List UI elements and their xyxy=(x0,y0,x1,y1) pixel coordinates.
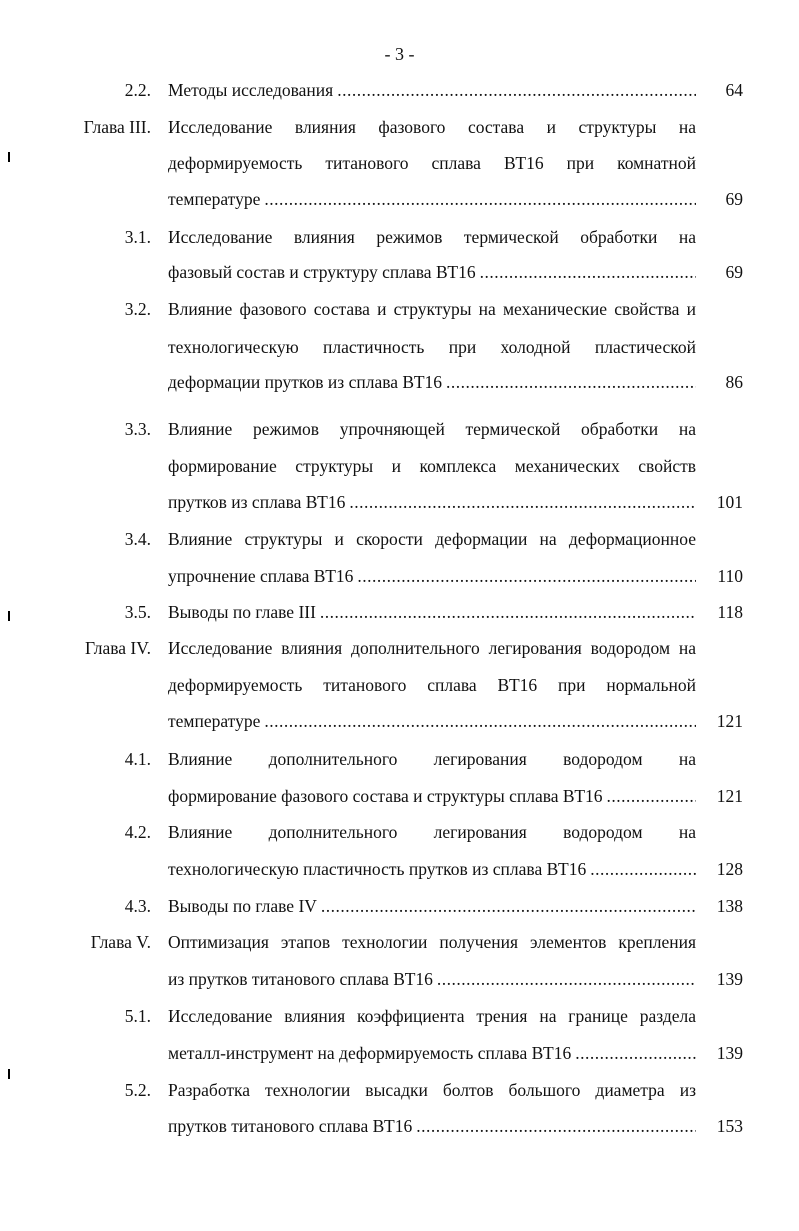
toc-entry-line xyxy=(168,566,696,586)
toc-entry-text: упрочнение сплава ВТ16 xyxy=(168,566,354,586)
toc-entry-label: 2.2. xyxy=(124,80,151,100)
toc-entry-label: 4.2. xyxy=(124,822,151,842)
toc-entry-text: прутков из сплава ВТ16 xyxy=(168,492,346,512)
toc-entry-line xyxy=(168,602,696,622)
toc-entry-text: Исследование влияния фазового состава и структуры на xyxy=(168,117,696,137)
dot-leader xyxy=(321,896,696,916)
dot-leader xyxy=(446,372,696,392)
toc-entry-line xyxy=(168,189,696,209)
dot-leader xyxy=(349,492,696,512)
toc-entry-line xyxy=(168,711,696,731)
scan-margin-mark xyxy=(8,611,10,621)
toc-entry-label: 3.4. xyxy=(124,529,151,549)
toc-entry-text: технологическую пластичность прутков из сплава ВТ16 xyxy=(168,859,587,879)
page-number: - 3 - xyxy=(384,44,415,64)
toc-entry-text: Исследование влияния дополнительного легирования водородом на xyxy=(168,638,696,658)
dot-leader xyxy=(416,1116,696,1136)
toc-entry-page: 128 xyxy=(716,859,743,879)
dot-leader xyxy=(320,602,696,622)
toc-entry-label: 5.1. xyxy=(124,1006,151,1026)
toc-entry-page: 153 xyxy=(716,1116,743,1136)
dot-leader xyxy=(575,1043,696,1063)
toc-entry-page: 69 xyxy=(725,189,743,209)
scan-margin-mark xyxy=(8,152,10,162)
toc-entry-label: Глава III. xyxy=(83,117,151,137)
toc-entry-page: 69 xyxy=(725,262,743,282)
toc-entry-page: 121 xyxy=(716,711,743,731)
toc-entry-label: 3.1. xyxy=(124,227,151,247)
toc-entry-text: Исследование влияния коэффициента трения на границе раздела xyxy=(168,1006,696,1026)
toc-entry-line xyxy=(168,969,696,989)
toc-entry-line xyxy=(168,492,696,512)
toc-entry-line xyxy=(168,786,696,806)
toc-entry-page: 139 xyxy=(716,969,743,989)
toc-entry-text: формирование структуры и комплекса механических свойств xyxy=(168,456,696,476)
toc-entry-line xyxy=(168,1043,696,1063)
toc-entry-page: 138 xyxy=(716,896,743,916)
dot-leader xyxy=(607,786,696,806)
toc-entry-text: Оптимизация этапов технологии получения элементов крепления xyxy=(168,932,696,952)
toc-entry-page: 121 xyxy=(716,786,743,806)
toc-entry-text: Разработка технологии высадки болтов большого диаметра из xyxy=(168,1080,696,1100)
toc-entry-line xyxy=(168,1116,696,1136)
toc-entry-text: Методы исследования xyxy=(168,80,334,100)
toc-entry-label: 3.3. xyxy=(124,419,151,439)
toc-entry-page: 101 xyxy=(716,492,743,512)
scan-margin-mark xyxy=(8,1069,10,1079)
toc-entry-page: 139 xyxy=(716,1043,743,1063)
dot-leader xyxy=(590,859,696,879)
toc-entry-text: технологическую пластичность при холодной пластической xyxy=(168,337,696,357)
toc-entry-label: 3.2. xyxy=(124,299,151,319)
toc-entry-text: температуре xyxy=(168,189,261,209)
dot-leader xyxy=(480,262,696,282)
toc-entry-page: 118 xyxy=(717,602,743,622)
dot-leader xyxy=(337,80,696,100)
toc-entry-text: Влияние дополнительного легирования водородом на xyxy=(168,749,696,769)
toc-entry-text: Влияние дополнительного легирования водородом на xyxy=(168,822,696,842)
toc-entry-text: металл-инструмент на деформируемость сплава ВТ16 xyxy=(168,1043,572,1063)
toc-entry-line xyxy=(168,372,696,392)
toc-entry-text: деформируемость титанового сплава ВТ16 при комнатной xyxy=(168,153,696,173)
toc-entry-text: деформации прутков из сплава ВТ16 xyxy=(168,372,443,392)
dot-leader xyxy=(264,711,696,731)
toc-entry-text: температуре xyxy=(168,711,261,731)
toc-entry-text: прутков титанового сплава ВТ16 xyxy=(168,1116,413,1136)
toc-entry-label: Глава IV. xyxy=(84,638,151,658)
dot-leader xyxy=(264,189,696,209)
toc-entry-line xyxy=(168,80,696,100)
toc-entry-text: Влияние режимов упрочняющей термической обработки на xyxy=(168,419,696,439)
toc-entry-label: 5.2. xyxy=(124,1080,151,1100)
toc-entry-text: Исследование влияния режимов термической обработки на xyxy=(168,227,696,247)
toc-entry-label: 3.5. xyxy=(124,602,151,622)
toc-entry-label: Глава V. xyxy=(90,932,151,952)
toc-entry-line xyxy=(168,896,696,916)
toc-entry-label: 4.1. xyxy=(124,749,151,769)
toc-entry-page: 64 xyxy=(725,80,743,100)
toc-entry-text: Влияние структуры и скорости деформации на деформационное xyxy=(168,529,696,549)
toc-entry-text: фазовый состав и структуру сплава ВТ16 xyxy=(168,262,476,282)
toc-entry-text: Выводы по главе III xyxy=(168,602,316,622)
dot-leader xyxy=(437,969,696,989)
toc-entry-text: деформируемость титанового сплава ВТ16 при нормальной xyxy=(168,675,696,695)
toc-entry-page: 110 xyxy=(717,566,743,586)
toc-entry-line xyxy=(168,859,696,879)
toc-entry-page: 86 xyxy=(725,372,743,392)
toc-entry-text: Выводы по главе IV xyxy=(168,896,317,916)
toc-entry-text: формирование фазового состава и структуры сплава ВТ16 xyxy=(168,786,603,806)
toc-entry-text: Влияние фазового состава и структуры на механические свойства и xyxy=(168,299,696,319)
toc-entry-line xyxy=(168,262,696,282)
dot-leader xyxy=(357,566,696,586)
toc-entry-label: 4.3. xyxy=(124,896,151,916)
toc-entry-text: из прутков титанового сплава ВТ16 xyxy=(168,969,433,989)
